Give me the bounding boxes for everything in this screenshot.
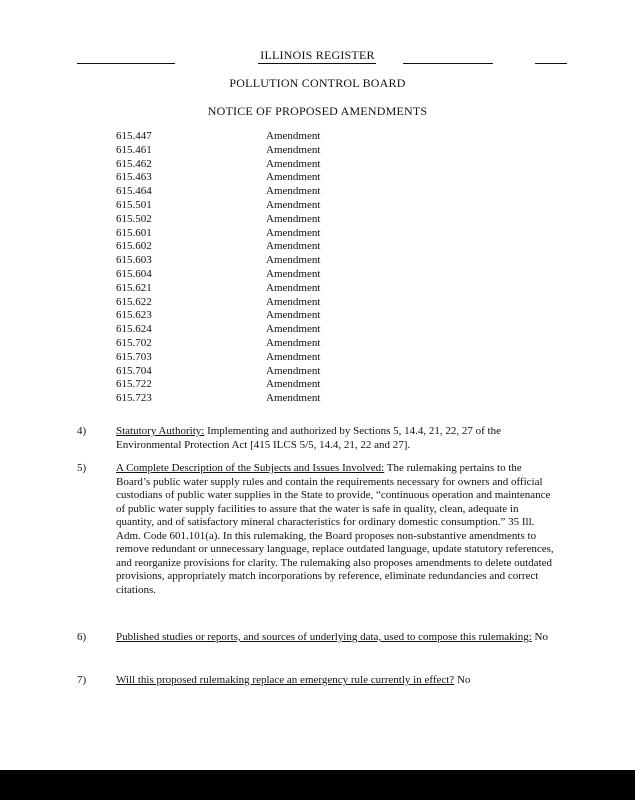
section-action: Amendment	[266, 143, 321, 156]
section-number: 615.703	[116, 350, 152, 363]
section-row	[116, 392, 346, 406]
section-number: 615.602	[116, 240, 152, 253]
section-action: Amendment	[266, 350, 321, 363]
section-number: 615.462	[116, 157, 152, 170]
section-action: Amendment	[266, 254, 321, 267]
section-row	[116, 130, 346, 144]
section-action: Amendment	[266, 336, 321, 349]
section-row	[116, 351, 346, 365]
section-action: Amendment	[266, 281, 321, 294]
section-action: Amendment	[266, 267, 321, 280]
board-name: POLLUTION CONTROL BOARD	[229, 76, 406, 90]
section-action: Amendment	[266, 157, 321, 170]
item-heading: Will this proposed rulemaking replace an emergency rule currently in effect?	[116, 674, 455, 686]
section-number: 615.601	[116, 226, 152, 239]
section-action: Amendment	[266, 240, 321, 253]
section-row	[116, 213, 346, 227]
section-number: 615.704	[116, 364, 152, 377]
section-action: Amendment	[266, 212, 321, 225]
section-action: Amendment	[266, 378, 321, 391]
section-number: 615.501	[116, 198, 152, 211]
section-row	[116, 337, 346, 351]
section-row	[116, 171, 346, 185]
section-row	[116, 268, 346, 282]
item-text: The rulemaking pertains to the Board’s public water supply rules and contain the requirements necessary for owners and official custodians of public water supplies in the State to provide, “continuous operation and maintenance of public water supply facilities to assure that the water is safe in quality, clean, adequate in quantity, and of satisfactory mineral characteristics for ordinary domestic consumption.” 35 Ill. Adm. Code 601.101(a). In this rulemaking, the Board proposes non-substantive amendments to remove redundant or unnecessary language, replace outdated language, update statutory references, and reorganize provisions for clarity. The rulemaking also proposes amendments to delete outdated provisions, appropriately match incorporations by reference, eliminate redundancies and correct citations.	[116, 462, 554, 596]
section-number: 615.604	[116, 267, 152, 280]
section-row	[116, 144, 346, 158]
section-number: 615.603	[116, 254, 152, 267]
item-body	[116, 425, 556, 452]
scan-edge-bar	[0, 770, 635, 800]
section-number: 615.463	[116, 171, 152, 184]
item-heading: Statutory Authority:	[116, 425, 205, 437]
register-title: ILLINOIS REGISTER	[260, 48, 375, 62]
item-text: Implementing and authorized by Sections 5, 14.4, 21, 22, 27 of the Environmental Protection Act [415 ILCS 5/5, 14.4, 21, 22 and 27].	[116, 425, 501, 451]
register-title-underline	[258, 63, 376, 64]
section-row	[116, 185, 346, 199]
section-row	[116, 309, 346, 323]
section-row	[116, 199, 346, 213]
item-body	[116, 462, 556, 597]
section-row	[116, 158, 346, 172]
item-number: 4)	[77, 425, 87, 437]
section-list	[116, 130, 346, 406]
item-text: No	[531, 631, 548, 643]
section-number: 615.447	[116, 130, 152, 142]
item-number: 6)	[77, 631, 87, 643]
notice-title: NOTICE OF PROPOSED AMENDMENTS	[207, 104, 428, 118]
section-row	[116, 254, 346, 268]
header-rule-right	[535, 63, 567, 64]
section-action: Amendment	[266, 309, 321, 322]
section-row	[116, 240, 346, 254]
section-row	[116, 296, 346, 310]
section-action: Amendment	[266, 185, 321, 198]
section-row	[116, 365, 346, 379]
section-row	[116, 227, 346, 241]
section-number: 615.623	[116, 309, 152, 322]
item-body	[116, 631, 556, 645]
section-number: 615.702	[116, 336, 152, 349]
item-heading: A Complete Description of the Subjects and Issues Involved:	[116, 462, 385, 474]
section-row	[116, 378, 346, 392]
section-action: Amendment	[266, 171, 321, 184]
section-number: 615.622	[116, 295, 152, 308]
header-rule-middle	[403, 63, 493, 64]
section-action: Amendment	[266, 295, 321, 308]
item-body	[116, 674, 556, 688]
section-action: Amendment	[266, 130, 321, 142]
section-number: 615.502	[116, 212, 152, 225]
section-action: Amendment	[266, 226, 321, 239]
section-row	[116, 282, 346, 296]
header-rule-left	[77, 63, 175, 64]
section-number: 615.624	[116, 323, 152, 336]
section-row	[116, 323, 346, 337]
item-heading: Published studies or reports, and sources of underlying data, used to compose this rulemaking:	[116, 631, 532, 643]
section-action: Amendment	[266, 392, 321, 405]
item-number: 5)	[77, 462, 87, 474]
section-action: Amendment	[266, 323, 321, 336]
section-number: 615.621	[116, 281, 152, 294]
section-action: Amendment	[266, 364, 321, 377]
section-number: 615.722	[116, 378, 152, 391]
item-text: No	[454, 674, 471, 686]
section-number: 615.723	[116, 392, 152, 405]
section-number: 615.464	[116, 185, 152, 198]
section-action: Amendment	[266, 198, 321, 211]
item-number: 7)	[77, 674, 87, 686]
section-number: 615.461	[116, 143, 152, 156]
